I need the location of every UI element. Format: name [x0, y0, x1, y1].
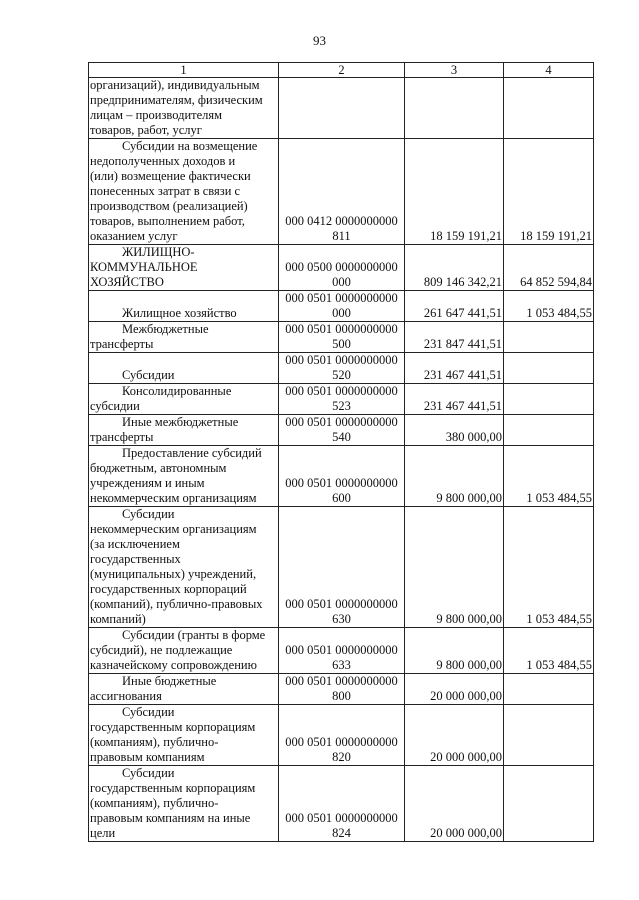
row-name-line: некоммерческим организациям — [90, 522, 257, 536]
row-code-cell — [279, 322, 405, 353]
row-name-cell — [89, 705, 279, 766]
row-name-line: оказанием услуг — [90, 229, 178, 243]
row-code-cell — [279, 353, 405, 384]
row-name-line: Субсидии — [122, 766, 175, 780]
row-code-line: 000 0501 0000000000 — [285, 811, 398, 825]
row-code-cell — [279, 78, 405, 139]
row-name-line: (за исключением — [90, 537, 180, 551]
row-value-col3: 809 146 342,21 — [405, 245, 504, 291]
row-name-cell — [89, 415, 279, 446]
row-name-line: (или) возмещение фактически — [90, 169, 251, 183]
row-name-line: государственным корпорациям — [90, 781, 256, 795]
row-code-cell — [279, 705, 405, 766]
row-code-line: 000 — [332, 306, 351, 320]
row-code-line: 523 — [332, 399, 351, 413]
row-value-col3 — [405, 78, 504, 139]
row-value-col3: 231 467 441,51 — [405, 353, 504, 384]
row-code-line: 500 — [332, 337, 351, 351]
row-value-col4 — [504, 78, 594, 139]
row-name-line: казначейскому сопровождению — [90, 658, 257, 672]
row-code-cell — [279, 446, 405, 507]
row-name-line: Субсидии на возмещение — [122, 139, 258, 153]
table-row — [89, 291, 594, 322]
row-code-line: 820 — [332, 750, 351, 764]
row-name-cell — [89, 139, 279, 245]
row-code-cell — [279, 245, 405, 291]
row-code-cell — [279, 415, 405, 446]
row-code-cell — [279, 384, 405, 415]
row-name-line: Субсидии — [122, 507, 175, 521]
row-name-line: государственных — [90, 552, 181, 566]
row-code-cell — [279, 139, 405, 245]
row-code-cell — [279, 766, 405, 842]
budget-table — [88, 62, 594, 842]
row-value-col4 — [504, 415, 594, 446]
row-name-line: недополученных доходов и — [90, 154, 236, 168]
row-value-col4: 1 053 484,55 — [504, 291, 594, 322]
table-row — [89, 766, 594, 842]
row-value-col3: 18 159 191,21 — [405, 139, 504, 245]
row-name-line: субсидии — [90, 399, 140, 413]
row-code-line: 000 0501 0000000000 — [285, 643, 398, 657]
table-header-row — [89, 63, 594, 78]
row-code-line: 000 0501 0000000000 — [285, 597, 398, 611]
row-name-line: субсидий), не подлежащие — [90, 643, 233, 657]
row-value-col3: 9 800 000,00 — [405, 507, 504, 628]
row-value-col3: 20 000 000,00 — [405, 705, 504, 766]
row-value-col3: 261 647 441,51 — [405, 291, 504, 322]
row-code-line: 633 — [332, 658, 351, 672]
row-value-col3: 380 000,00 — [405, 415, 504, 446]
row-name-line: компаний) — [90, 612, 146, 626]
row-value-col4 — [504, 322, 594, 353]
row-name-line: государственным корпорациям — [90, 720, 256, 734]
row-code-cell — [279, 674, 405, 705]
row-name-line: лицам – производителям — [90, 108, 223, 122]
row-code-cell — [279, 507, 405, 628]
row-name-line: (компаний), публично-правовых — [90, 597, 263, 611]
row-value-col3: 231 467 441,51 — [405, 384, 504, 415]
table-row — [89, 384, 594, 415]
row-code-line: 000 0501 0000000000 — [285, 476, 398, 490]
row-name-line: правовым компаниям на иные — [90, 811, 251, 825]
row-code-line: 000 0501 0000000000 — [285, 674, 398, 688]
table-row — [89, 628, 594, 674]
row-name-line: (компаниям), публично- — [90, 796, 219, 810]
row-value-col4: 1 053 484,55 — [504, 446, 594, 507]
row-code-cell — [279, 628, 405, 674]
row-name-cell — [89, 322, 279, 353]
row-value-col4: 1 053 484,55 — [504, 507, 594, 628]
row-code-line: 630 — [332, 612, 351, 626]
row-name-cell — [89, 353, 279, 384]
row-name-line: Субсидии — [122, 705, 175, 719]
header-cell-2: 2 — [279, 63, 405, 78]
row-name-cell — [89, 245, 279, 291]
row-code-line: 000 0501 0000000000 — [285, 415, 398, 429]
row-code-line: 600 — [332, 491, 351, 505]
table-row — [89, 353, 594, 384]
row-name-cell — [89, 384, 279, 415]
row-value-col4 — [504, 674, 594, 705]
row-name-line: Консолидированные — [122, 384, 232, 398]
row-value-col3: 20 000 000,00 — [405, 674, 504, 705]
row-code-line: 000 — [332, 275, 351, 289]
row-code-line: 540 — [332, 430, 351, 444]
row-name-line: Предоставление субсидий — [122, 446, 262, 460]
row-name-line: товаров, выполнением работ, — [90, 214, 245, 228]
row-value-col4: 64 852 594,84 — [504, 245, 594, 291]
row-name-line: Межбюджетные — [122, 322, 209, 336]
row-name-cell — [89, 766, 279, 842]
row-name-cell — [89, 628, 279, 674]
row-name-line: (компаниям), публично- — [90, 735, 219, 749]
row-value-col3: 231 847 441,51 — [405, 322, 504, 353]
row-code-line: 000 0501 0000000000 — [285, 322, 398, 336]
page-number: 93 — [313, 33, 326, 48]
row-name-line: государственных корпораций — [90, 582, 247, 596]
row-value-col3: 9 800 000,00 — [405, 446, 504, 507]
row-name-cell — [89, 78, 279, 139]
row-name-line: Субсидии — [122, 368, 175, 382]
row-name-line: товаров, работ, услуг — [90, 123, 202, 137]
header-cell-3: 3 — [405, 63, 504, 78]
row-name-line: правовым компаниям — [90, 750, 205, 764]
row-name-line: Субсидии (гранты в форме — [122, 628, 266, 642]
row-name-line: (муниципальных) учреждений, — [90, 567, 257, 581]
row-value-col3: 9 800 000,00 — [405, 628, 504, 674]
row-name-line: Иные межбюджетные — [122, 415, 239, 429]
row-code-line: 520 — [332, 368, 351, 382]
row-name-line: трансферты — [90, 430, 154, 444]
row-name-cell — [89, 674, 279, 705]
row-name-line: ЖИЛИЩНО- — [122, 245, 195, 259]
table-row — [89, 674, 594, 705]
row-code-line: 000 0412 0000000000 — [285, 214, 398, 228]
table-row — [89, 139, 594, 245]
row-name-line: ассигнования — [90, 689, 162, 703]
row-name-cell — [89, 507, 279, 628]
row-code-cell — [279, 291, 405, 322]
table-body — [89, 78, 594, 842]
row-value-col4 — [504, 353, 594, 384]
row-value-col3: 20 000 000,00 — [405, 766, 504, 842]
row-code-line: 000 0500 0000000000 — [285, 260, 398, 274]
row-name-line: организаций), индивидуальным — [90, 78, 260, 92]
row-name-line: Иные бюджетные — [122, 674, 217, 688]
row-code-line: 800 — [332, 689, 351, 703]
row-name-cell — [89, 446, 279, 507]
table-row — [89, 78, 594, 139]
row-value-col4: 1 053 484,55 — [504, 628, 594, 674]
table-row — [89, 322, 594, 353]
row-name-line: трансферты — [90, 337, 154, 351]
row-name-line: производством (реализацией) — [90, 199, 248, 213]
row-code-line: 000 0501 0000000000 — [285, 384, 398, 398]
row-value-col4 — [504, 766, 594, 842]
row-value-col4: 18 159 191,21 — [504, 139, 594, 245]
row-name-line: КОММУНАЛЬНОЕ — [90, 260, 198, 274]
table-row — [89, 446, 594, 507]
row-name-line: предпринимателям, физическим — [90, 93, 263, 107]
header-cell-4: 4 — [504, 63, 594, 78]
row-name-line: цели — [90, 826, 116, 840]
header-cell-1: 1 — [89, 63, 279, 78]
table-row — [89, 415, 594, 446]
row-code-line: 000 0501 0000000000 — [285, 353, 398, 367]
row-code-line: 811 — [332, 229, 351, 243]
row-name-line: учреждениям и иным — [90, 476, 205, 490]
row-name-line: понесенных затрат в связи с — [90, 184, 241, 198]
row-name-line: Жилищное хозяйство — [122, 306, 237, 320]
table-row — [89, 507, 594, 628]
row-value-col4 — [504, 705, 594, 766]
row-code-line: 000 0501 0000000000 — [285, 291, 398, 305]
table-row — [89, 245, 594, 291]
row-code-line: 000 0501 0000000000 — [285, 735, 398, 749]
row-value-col4 — [504, 384, 594, 415]
row-name-line: бюджетным, автономным — [90, 461, 227, 475]
row-name-line: некоммерческим организациям — [90, 491, 257, 505]
row-name-cell — [89, 291, 279, 322]
row-name-line: ХОЗЯЙСТВО — [90, 275, 164, 289]
table-row — [89, 705, 594, 766]
row-code-line: 824 — [332, 826, 351, 840]
